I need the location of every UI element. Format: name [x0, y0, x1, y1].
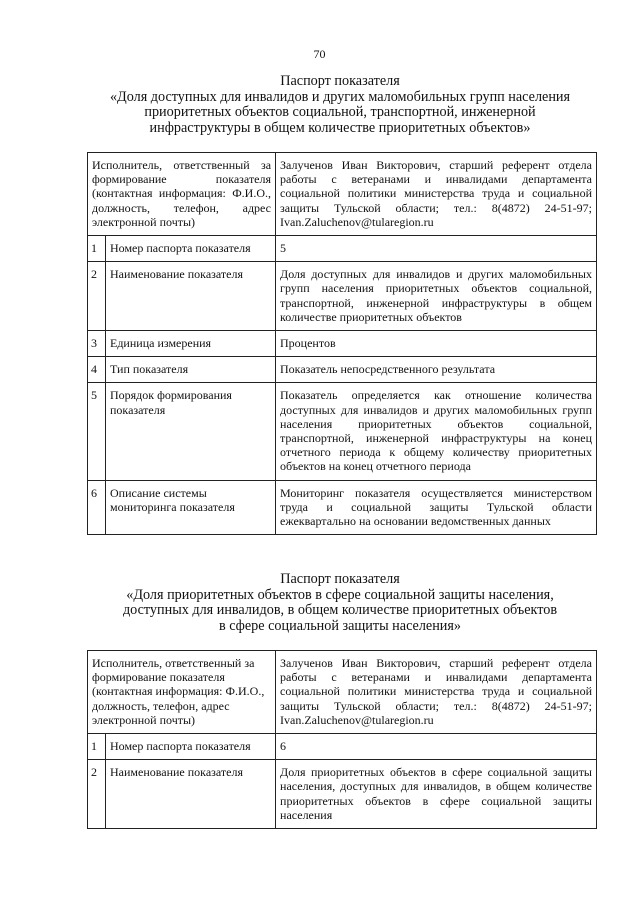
- row-label: Номер паспорта показателя: [106, 236, 276, 262]
- row-label: Единица измерения: [106, 331, 276, 357]
- passport-title-line: приоритетных объектов социальной, транспортной, инженерной: [144, 104, 536, 120]
- row-number: 1: [88, 734, 106, 760]
- row-number: 1: [88, 236, 106, 262]
- row-value: Показатель непосредственного результата: [276, 357, 597, 383]
- row-number: 6: [88, 480, 106, 535]
- passport-table: [87, 152, 597, 535]
- passport-title-line: доступных для инвалидов, в общем количестве приоритетных объектов: [122, 602, 558, 618]
- table-row: [88, 480, 597, 535]
- passport-table: [87, 650, 597, 829]
- row-value: 5: [276, 236, 597, 262]
- table-row: [88, 734, 597, 760]
- table-row: [88, 262, 597, 331]
- row-label: Наименование показателя: [106, 262, 276, 331]
- row-number: 5: [88, 383, 106, 480]
- row-number: 2: [88, 760, 106, 829]
- passport-title: [60, 572, 620, 634]
- passport-title-line: инфраструктуры в общем количестве приоритетных объектов»: [149, 119, 531, 136]
- row-label: Тип показателя: [106, 357, 276, 383]
- row-value: 6: [276, 734, 597, 760]
- executor-value: Залученов Иван Викторович, старший референт отдела работы с ветеранами и инвалидами департамента социальной политики министерства труда и социальной защиты Тульской области; тел.: 8(4872) 24-51-97; Ivan.Zaluchenov@tularegion.ru: [276, 651, 597, 734]
- executor-label: Исполнитель, ответственный за формирование показателя (контактная информация: Ф.И.О., должность, телефон, адрес электронной почты): [88, 153, 276, 236]
- passport-title-line: в сфере социальной защиты населения»: [218, 617, 462, 634]
- table-row: [88, 331, 597, 357]
- row-value: Показатель определяется как отношение количества доступных для инвалидов и других маломобильных групп населения приоритетных объектов социальной, транспортной, инженерной инфраструктуры на конец отчетного периода к общему количеству приоритетных объектов на конец отчетного периода: [276, 383, 597, 480]
- row-value: Процентов: [276, 331, 597, 357]
- passport-title-line: Паспорт показателя: [280, 73, 400, 89]
- row-number: 4: [88, 357, 106, 383]
- executor-label: Исполнитель, ответственный за формирование показателя (контактная информация: Ф.И.О., должность, телефон, адрес электронной почты): [88, 651, 276, 734]
- row-label: Номер паспорта показателя: [106, 734, 276, 760]
- passport-title-line: Паспорт показателя: [280, 571, 400, 587]
- row-label: Порядок формирования показателя: [106, 383, 276, 480]
- row-value: Доля приоритетных объектов в сфере социальной защиты населения, доступных для инвалидов, в общем количестве приоритетных объектов в сфере социальной защиты населения: [276, 760, 597, 829]
- executor-value: Залученов Иван Викторович, старший референт отдела работы с ветеранами и инвалидами департамента социальной политики министерства труда и социальной защиты Тульской области; тел.: 8(4872) 24-51-97; Ivan.Zaluchenov@tularegion.ru: [276, 153, 597, 236]
- row-value: Доля доступных для инвалидов и других маломобильных групп населения приоритетных объектов социальной, транспортной, инженерной инфраструктуры в общем количестве приоритетных объектов: [276, 262, 597, 331]
- passport-title-line: «Доля приоритетных объектов в сфере социальной защиты населения,: [126, 586, 554, 603]
- executor-row: [88, 153, 597, 236]
- row-number: 3: [88, 331, 106, 357]
- table-row: [88, 760, 597, 829]
- table-row: [88, 236, 597, 262]
- row-label: Описание системы мониторинга показателя: [106, 480, 276, 535]
- row-number: 2: [88, 262, 106, 331]
- passport-title: [60, 74, 620, 136]
- passport-title-line: «Доля доступных для инвалидов и других маломобильных групп населения: [109, 88, 571, 105]
- table-row: [88, 383, 597, 480]
- table-row: [88, 357, 597, 383]
- row-label: Наименование показателя: [106, 760, 276, 829]
- row-value: Мониторинг показателя осуществляется министерством труда и социальной защиты Тульской области ежеквартально на основании ведомственных данных: [276, 480, 597, 535]
- page-number: 70: [313, 47, 326, 61]
- executor-row: [88, 651, 597, 734]
